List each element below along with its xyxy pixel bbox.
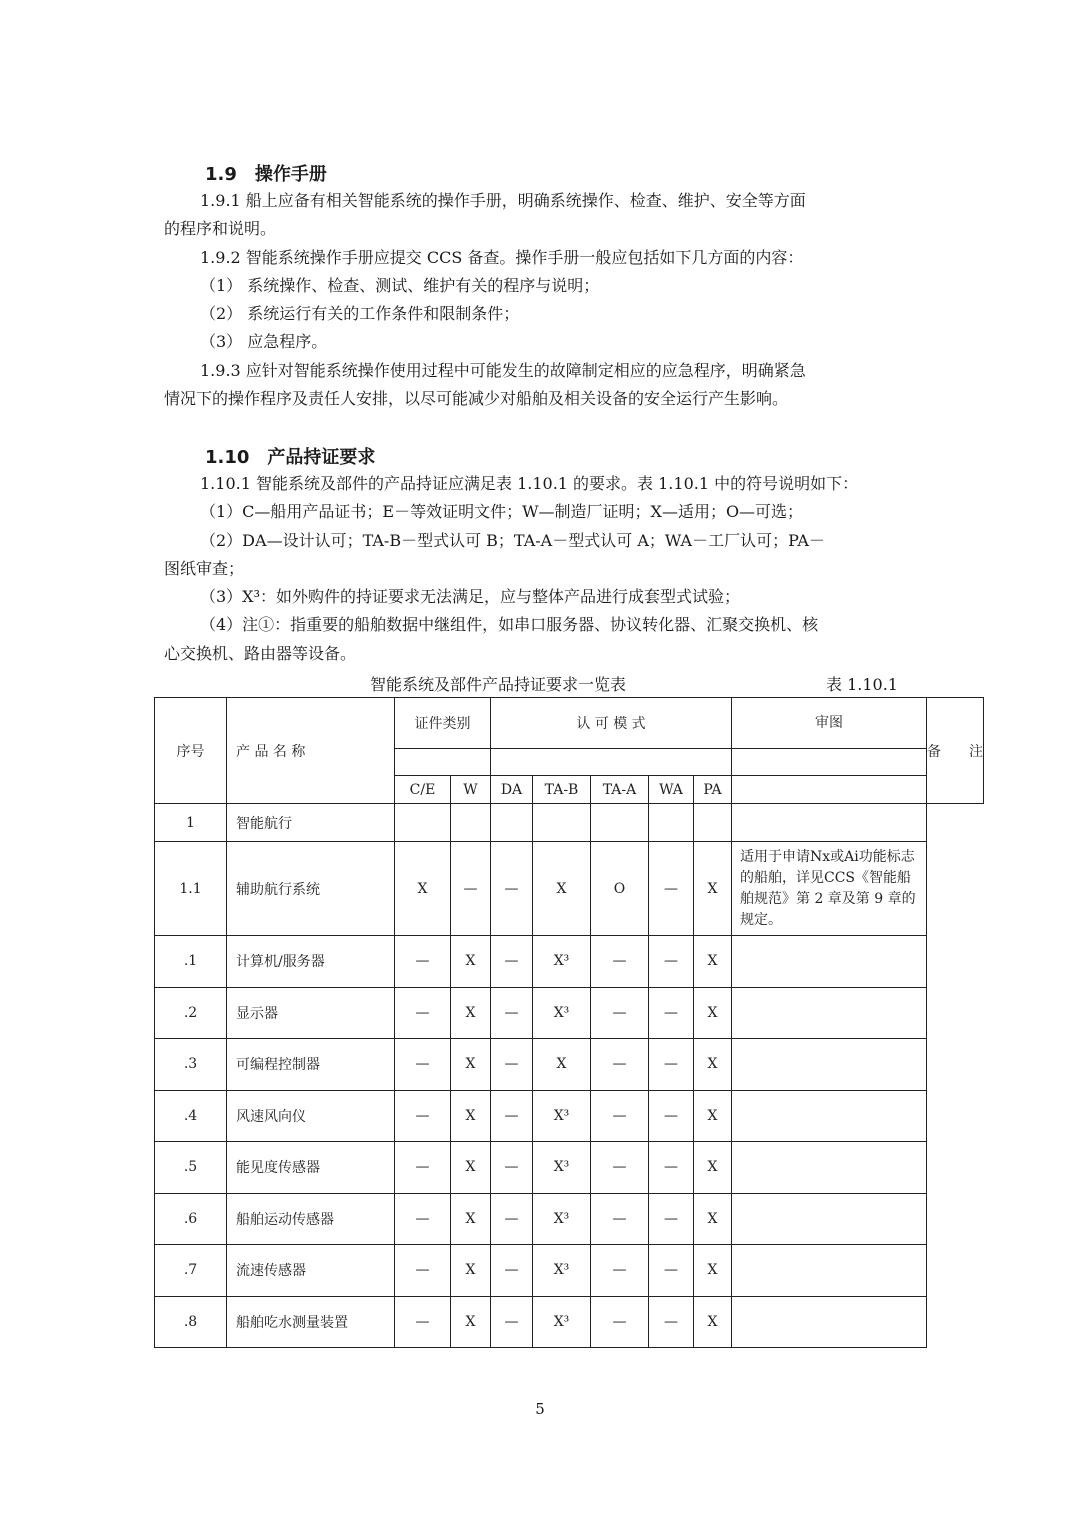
row-number: .6 [155,1193,227,1245]
column-header: DA [491,776,533,804]
header-blank [491,749,732,776]
cell-value: X³ [533,1142,591,1194]
cell-value: — [649,1245,694,1297]
column-header: PA [694,776,732,804]
cell-value: X³ [533,987,591,1039]
header-blank [732,749,927,776]
cell-value: — [591,1296,649,1348]
section-heading-1-10: 1.10 产品持证要求 [205,447,376,468]
cell-value: X³ [533,1245,591,1297]
row-note [732,1039,927,1091]
header-blank [395,749,491,776]
row-note [732,1090,927,1142]
cell-value: — [649,1142,694,1194]
header-cert: 证件类别 [395,698,491,749]
row-number: .2 [155,987,227,1039]
row-number: .7 [155,1245,227,1297]
table-row [155,1039,984,1091]
paragraph-line: （1）C—船用产品证书；E－等效证明文件；W—制造厂证明；X—适用；O—可选； [200,502,804,522]
table-number: 表 1.10.1 [826,675,898,694]
cell-value: X [451,1142,491,1194]
row-number: .4 [155,1090,227,1142]
cell-value: — [591,936,649,988]
cell-value: X³ [533,1296,591,1348]
cell-value: — [451,842,491,936]
cell-value: X [533,842,591,936]
product-name: 可编程控制器 [227,1039,395,1091]
cell-value [395,804,451,842]
cell-value: — [395,1090,451,1142]
cell-value: — [591,1142,649,1194]
product-name: 显示器 [227,987,395,1039]
row-number: 1 [155,804,227,842]
cell-value [694,804,732,842]
cell-value: — [491,1039,533,1091]
cell-value: — [491,1296,533,1348]
product-name: 船舶运动传感器 [227,1193,395,1245]
table-row [155,1090,984,1142]
cell-value: X [395,842,451,936]
cell-value: — [649,1296,694,1348]
paragraph-line: （2） 系统运行有关的工作条件和限制条件； [200,304,520,324]
cell-value: X [694,1142,732,1194]
cell-value: — [395,1142,451,1194]
row-number: .3 [155,1039,227,1091]
cell-value: X [451,1245,491,1297]
column-header: C/E [395,776,451,804]
cell-value: X [694,1296,732,1348]
cell-value: X [694,987,732,1039]
header-approval: 认 可 模 式 [491,698,732,749]
cell-value [491,804,533,842]
paragraph-line: 1.9.2 智能系统操作手册应提交 CCS 备查。操作手册一般应包括如下几方面的内容： [200,247,804,267]
row-note [732,987,927,1039]
cell-value: X [451,1039,491,1091]
cell-value: X [451,1193,491,1245]
cell-value: — [491,842,533,936]
product-name: 流速传感器 [227,1245,395,1297]
row-note [732,1142,927,1194]
table-row [155,936,984,988]
row-note [732,936,927,988]
table-row [155,1142,984,1194]
header-note: 备 注 [927,698,984,804]
row-number: .8 [155,1296,227,1348]
row-number: .1 [155,936,227,988]
row-number: .5 [155,1142,227,1194]
cell-value [533,804,591,842]
paragraph-line: 1.10.1 智能系统及部件的产品持证应满足表 1.10.1 的要求。表 1.10.1 中的符号说明如下： [200,474,859,493]
product-name: 计算机/服务器 [227,936,395,988]
table-row [155,1193,984,1245]
header-no: 序号 [155,698,227,804]
row-note [732,804,927,842]
table-row [155,1245,984,1297]
column-header: TA-A [591,776,649,804]
page-number: 5 [535,1400,545,1418]
cell-value: — [395,936,451,988]
paragraph-line: （3）X³：如外购件的持证要求无法满足，应与整体产品进行成套型式试验； [200,587,740,607]
paragraph-line: 1.9.1 船上应备有相关智能系统的操作手册，明确系统操作、检查、维护、安全等方面 [200,191,806,210]
cell-value: X³ [533,936,591,988]
cell-value: — [395,1296,451,1348]
paragraph-line: （1） 系统操作、检查、测试、维护有关的程序与说明； [200,275,600,295]
cell-value: X [533,1039,591,1091]
row-note: 适用于申请Nx或Ai功能标志的船舶，详见CCS《智能船舶规范》第 2 章及第 9 章的规定。 [732,842,927,936]
cell-value: X [694,1090,732,1142]
header-name: 产 品 名 称 [227,698,395,804]
paragraph-line: 情况下的操作程序及责任人安排，以尽可能减少对船舶及相关设备的安全运行产生影响。 [164,389,789,409]
paragraph-line: （3） 应急程序。 [200,332,328,352]
certification-table [154,697,984,1348]
product-name: 能见度传感器 [227,1142,395,1194]
cell-value: X [451,1296,491,1348]
cell-value: O [591,842,649,936]
cell-value: X [451,1090,491,1142]
section-heading-1-9: 1.9 操作手册 [205,164,327,185]
cell-value: X [694,1245,732,1297]
cell-value: — [491,987,533,1039]
cell-value: — [395,987,451,1039]
cell-value [591,804,649,842]
cell-value: — [649,1039,694,1091]
product-name: 船舶吃水测量装置 [227,1296,395,1348]
cell-value: X [694,1193,732,1245]
cell-value: X³ [533,1193,591,1245]
table-row [155,842,984,936]
paragraph-line: 图纸审查； [164,558,245,578]
cell-value: — [491,1245,533,1297]
cell-value: — [649,1090,694,1142]
paragraph-line: 心交换机、路由器等设备。 [164,643,357,663]
section-1-9-body [164,187,916,413]
section-1-10-body [164,470,916,668]
column-header: WA [649,776,694,804]
header-blank [732,776,927,804]
paragraph-line: 1.9.3 应针对智能系统操作使用过程中可能发生的故障制定相应的应急程序，明确紧急 [200,360,806,380]
row-number: 1.1 [155,842,227,936]
paragraph-line: （2）DA—设计认可；TA-B－型式认可 B；TA-A－型式认可 A；WA－工厂认可；PA－ [200,530,825,550]
cell-value: — [491,936,533,988]
table-row [155,804,984,842]
cell-value: — [591,1245,649,1297]
cell-value: — [395,1245,451,1297]
cell-value: — [649,936,694,988]
table-row [155,987,984,1039]
product-name: 风速风向仪 [227,1090,395,1142]
row-note [732,1296,927,1348]
cell-value [451,804,491,842]
table-row [155,1296,984,1348]
column-header: TA-B [533,776,591,804]
cell-value: X³ [533,1090,591,1142]
cell-value: X [694,1039,732,1091]
table-caption: 智能系统及部件产品持证要求一览表 [370,675,627,694]
cell-value: — [591,1039,649,1091]
product-name: 辅助航行系统 [227,842,395,936]
cell-value: — [591,1193,649,1245]
row-note [732,1245,927,1297]
cell-value: X [694,936,732,988]
cell-value: X [451,987,491,1039]
cell-value: X [451,936,491,988]
cell-value: — [591,1090,649,1142]
paragraph-line: 的程序和说明。 [164,219,277,239]
cell-value: — [491,1193,533,1245]
cell-value: — [491,1142,533,1194]
paragraph-line: （4）注①：指重要的船舶数据中继组件，如串口服务器、协议转化器、汇聚交换机、核 [200,615,819,635]
cell-value: — [649,1193,694,1245]
product-name: 智能航行 [227,804,395,842]
cell-value: — [649,987,694,1039]
cell-value: — [591,987,649,1039]
cell-value: — [395,1193,451,1245]
cell-value: — [395,1039,451,1091]
cell-value: X [694,842,732,936]
row-note [732,1193,927,1245]
cell-value: — [649,842,694,936]
header-review: 审图 [732,698,927,749]
column-header: W [451,776,491,804]
cell-value: — [491,1090,533,1142]
cell-value [649,804,694,842]
